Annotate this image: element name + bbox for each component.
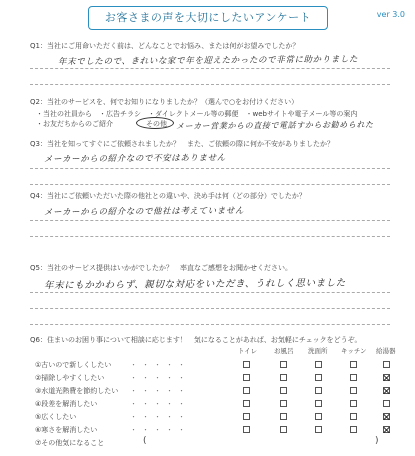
- q2-question: Q2：当社のサービスを、何でお知りになりましたか？（選んで○をお付けください）: [30, 98, 299, 106]
- checkbox-unchecked[interactable]: [280, 387, 287, 394]
- checkbox-unchecked[interactable]: [243, 387, 250, 394]
- q4-line-2: [30, 236, 390, 237]
- checkbox-unchecked[interactable]: [383, 361, 390, 368]
- checkbox-unchecked[interactable]: [315, 426, 322, 433]
- q1-line-1: [30, 68, 390, 69]
- row-label: ①古いので新しくしたい: [35, 361, 112, 369]
- row-label: ④段差を解消したい: [35, 400, 98, 408]
- q2-option-other[interactable]: その他: [146, 120, 167, 128]
- checkbox-unchecked[interactable]: [280, 426, 287, 433]
- checkbox-checked[interactable]: [383, 387, 390, 394]
- checkbox-checked[interactable]: [383, 426, 390, 433]
- checkbox-unchecked[interactable]: [315, 387, 322, 394]
- q1-line-2: [30, 84, 390, 85]
- q1-question: Q1：当社にご用命いただく前は、どんなことでお悩み、または何がお望みでしたか？: [30, 42, 300, 50]
- survey-title: お客さまの声を大切にしたいアンケート: [88, 6, 328, 30]
- other-open-paren: (: [143, 436, 147, 446]
- checkbox-unchecked[interactable]: [280, 361, 287, 368]
- checkbox-unchecked[interactable]: [243, 374, 250, 381]
- q3-answer[interactable]: メーカーからの紹介なので不安はありません: [43, 153, 226, 165]
- checkbox-unchecked[interactable]: [315, 374, 322, 381]
- q5-line-2: [30, 308, 390, 309]
- row-dots: ・・・・・: [130, 413, 190, 421]
- q5-question: Q5：当社のサービス提供はいかがでしたか？ 率直なご感想をお聞かせください。: [30, 264, 292, 272]
- q2-answer[interactable]: メーカー営業からの直接で電話すからお勧められた: [175, 120, 374, 131]
- checkbox-unchecked[interactable]: [350, 374, 357, 381]
- q5-line-1: [30, 292, 390, 293]
- checkbox-unchecked[interactable]: [350, 426, 357, 433]
- q4-line-1: [30, 220, 390, 221]
- checkbox-checked[interactable]: [383, 413, 390, 420]
- row-label: ②掃除しやすくしたい: [35, 374, 105, 382]
- checkbox-unchecked[interactable]: [315, 413, 322, 420]
- q4-answer[interactable]: メーカーからの紹介なので他社は考えていません: [43, 206, 245, 218]
- checkbox-unchecked[interactable]: [243, 400, 250, 407]
- row-dots: ・・・・・: [130, 374, 190, 382]
- other-close-paren: ): [375, 436, 379, 446]
- checkbox-unchecked[interactable]: [350, 361, 357, 368]
- checkbox-unchecked[interactable]: [350, 413, 357, 420]
- checkbox-unchecked[interactable]: [350, 387, 357, 394]
- col-water-heater: 給湯器: [376, 347, 396, 355]
- checkbox-unchecked[interactable]: [243, 361, 250, 368]
- col-kitchen: キッチン: [341, 347, 367, 355]
- q3-question: Q3：当社を知ってすぐにご依頼されましたか？ また、ご依頼の際に何か不安がありましたか？: [30, 140, 334, 148]
- q5-line-3: [30, 324, 390, 325]
- row-label: ③水道光熱費を節約したい: [35, 387, 119, 395]
- checkbox-unchecked[interactable]: [243, 413, 250, 420]
- checkbox-unchecked[interactable]: [280, 374, 287, 381]
- checkbox-unchecked[interactable]: [315, 400, 322, 407]
- row-label: ⑤広くしたい: [35, 413, 77, 421]
- row-label: ⑥寒さを解消したい: [35, 426, 98, 434]
- checkbox-unchecked[interactable]: [315, 361, 322, 368]
- row-other-label: ⑦その他気になること: [35, 439, 105, 447]
- row-dots: ・・・・・: [130, 361, 190, 369]
- q3-line-2: [30, 184, 390, 185]
- q1-answer[interactable]: 年末でしたので、きれいな家で年を迎えたかったので非常に助かりました: [57, 54, 359, 68]
- q2-options-line1: ・当社の社員から ・広告チラシ ・ダイレクトメール等の郵便 ・webサイトや電子メール等の案内: [36, 110, 358, 118]
- checkbox-unchecked[interactable]: [280, 400, 287, 407]
- row-dots: ・・・・・: [130, 426, 190, 434]
- q3-line-1: [30, 168, 390, 169]
- col-washroom: 洗面所: [308, 347, 328, 355]
- q4-question: Q4：当社にご依頼いただいた際の他社との違いや、決め手は何（どの部分）でしたか？: [30, 192, 306, 200]
- checkbox-unchecked[interactable]: [280, 413, 287, 420]
- checkbox-checked[interactable]: [383, 374, 390, 381]
- version-label: ver 3.0: [376, 10, 405, 19]
- q6-question: Q6：住まいのお困り事について相談に応じます！ 気になることがあれば、お気軽にチェックをどうぞ。: [30, 336, 362, 344]
- row-dots: ・・・・・: [130, 400, 190, 408]
- col-bath: お風呂: [274, 347, 294, 355]
- checkbox-unchecked[interactable]: [350, 400, 357, 407]
- col-toilet: トイレ: [238, 347, 258, 355]
- q2-options-line2: ・お友だちからのご紹介: [36, 120, 113, 128]
- checkbox-unchecked[interactable]: [383, 400, 390, 407]
- row-dots: ・・・・・: [130, 387, 190, 395]
- checkbox-unchecked[interactable]: [243, 426, 250, 433]
- q5-answer[interactable]: 年末にもかかわらず、親切な対応をいただき、うれしく思いました: [43, 277, 346, 292]
